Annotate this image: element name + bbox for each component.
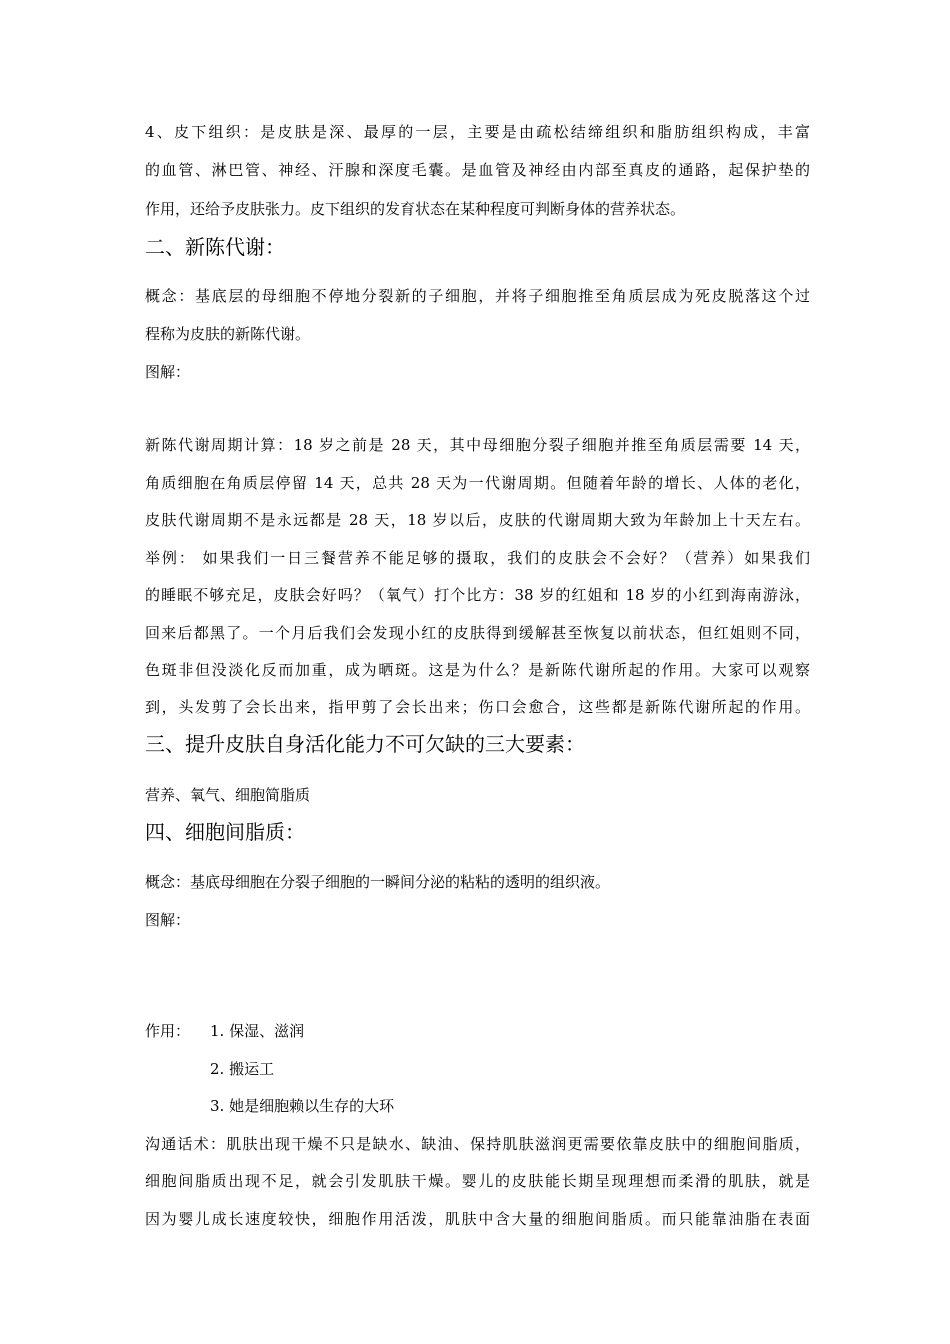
three-elements-body: 营养、氧气、细胞简脂质 (145, 786, 311, 804)
metabolism-example-line-2: 的睡眠不够充足，皮肤会好吗？（氧气）打个比方：38 岁的红姐和 18 岁的小红到海南游泳， (145, 586, 810, 604)
metabolism-example-line-5: 到，头发剪了会长出来，指甲剪了会长出来；伤口会愈合，这些都是新陈代谢所起的作用。 (145, 698, 810, 716)
lipid-function-item-1: 1. 保湿、滋润 (210, 1022, 305, 1040)
lipid-talk-line-1: 沟通话术：肌肤出现干燥不只是缺水、缺油、保持肌肤滋润更需要依靠皮肤中的细胞间脂质， (145, 1135, 810, 1153)
subcutaneous-para-line-2: 的血管、淋巴管、神经、汗腺和深度毛囊。是血管及神经由内部至真皮的通路，起保护垫的 (145, 161, 810, 179)
metabolism-example-line-3: 回来后都黑了。一个月后我们会发现小红的皮肤得到缓解甚至恢复以前状态，但红姐则不同， (145, 624, 810, 642)
heading-three-elements: 三、提升皮肤自身活化能力不可欠缺的三大要素： (145, 732, 585, 756)
metabolism-cycle-line-3: 皮肤代谢周期不是永远都是 28 天，18 岁以后，皮肤的代谢周期大致为年龄加上十天左右。 (145, 511, 810, 529)
lipid-function-item-2: 2. 搬运工 (210, 1060, 275, 1078)
lipid-function-item-3: 3. 她是细胞赖以生存的大环 (210, 1097, 395, 1115)
subcutaneous-para-line-3: 作用，还给予皮肤张力。皮下组织的发育状态在某种程度可判断身体的营养状态。 (145, 200, 686, 218)
metabolism-concept-line-1: 概念：基底层的母细胞不停地分裂新的子细胞，并将子细胞推至角质层成为死皮脱落这个过 (145, 287, 810, 305)
lipid-concept: 概念：基底母细胞在分裂子细胞的一瞬间分泌的粘粘的透明的组织液。 (145, 873, 611, 891)
heading-metabolism: 二、新陈代谢： (145, 235, 285, 259)
metabolism-cycle-line-2: 角质细胞在角质层停留 14 天，总共 28 天为一代谢周期。但随着年龄的增长、人体的老化， (145, 474, 811, 492)
metabolism-example-line-4: 色斑非但没淡化反而加重，成为晒斑。这是为什么？是新陈代谢所起的作用。大家可以观察 (145, 661, 810, 679)
lipid-diagram-label: 图解： (145, 911, 191, 929)
metabolism-concept-line-2: 程称为皮肤的新陈代谢。 (145, 325, 311, 343)
metabolism-cycle-line-1: 新陈代谢周期计算：18 岁之前是 28 天，其中母细胞分裂子细胞并推至角质层需要 14 天， (145, 436, 810, 454)
lipid-function-label: 作用： (145, 1022, 191, 1040)
lipid-talk-line-3: 因为婴儿成长速度较快，细胞作用活泼，肌肤中含大量的细胞间脂质。而只能靠油脂在表面 (145, 1210, 810, 1228)
lipid-talk-line-2: 细胞间脂质出现不足，就会引发肌肤干燥。婴儿的皮肤能长期呈现理想而柔滑的肌肤，就是 (145, 1172, 810, 1190)
metabolism-diagram-label: 图解： (145, 363, 191, 381)
heading-intercellular-lipid: 四、细胞间脂质： (145, 820, 305, 844)
metabolism-example-line-1: 举例： 如果我们一日三餐营养不能足够的摄取，我们的皮肤会不会好？（营养）如果我们 (145, 549, 810, 567)
subcutaneous-para-line-1: 4、皮下组织：是皮肤是深、最厚的一层，主要是由疏松结缔组织和脂肪组织构成，丰富 (145, 123, 810, 141)
